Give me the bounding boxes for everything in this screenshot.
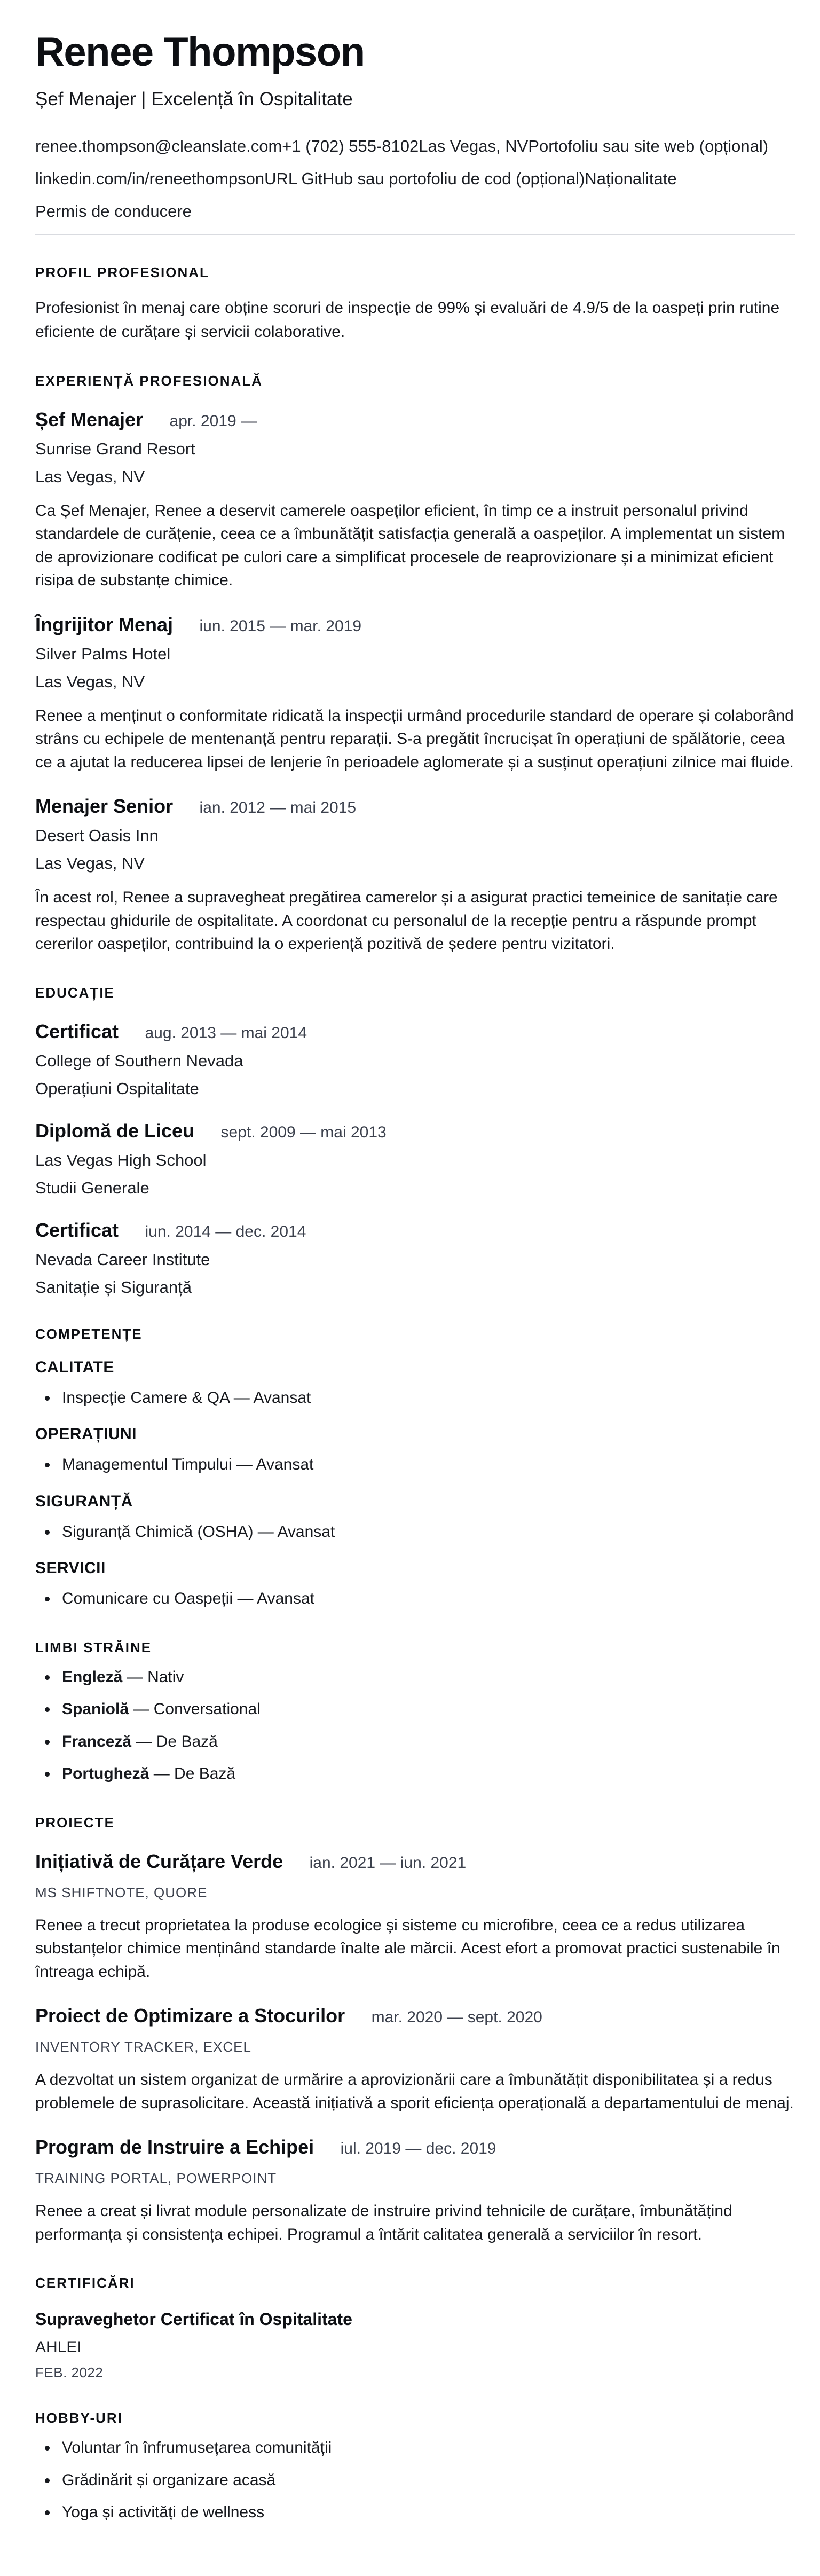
- candidate-name: Renee Thompson: [35, 29, 365, 75]
- job-title-row: [35, 409, 795, 431]
- certification-entry: [35, 2310, 795, 2381]
- projects-heading: PROIECTE: [35, 1814, 115, 1831]
- language-name: Franceză: [62, 1732, 132, 1750]
- contact-line-email-phone-location: renee.thompson@cleanslate.com+1 (702) 555-8102Las Vegas, NVPortofoliu sau site web (opțional): [35, 136, 769, 155]
- job-company: Silver Palms Hotel: [35, 644, 171, 663]
- certification-title: Supraveghetor Certificat în Ospitalitate: [35, 2310, 352, 2329]
- section-projects: [35, 1815, 795, 2247]
- hobby-item: • Voluntar în înfrumusețarea comunității: [58, 2436, 795, 2460]
- language-level: Conversational: [153, 1700, 261, 1718]
- education-title-row: [35, 1219, 795, 1242]
- skill-group-name: OPERAȚIUNI: [35, 1425, 137, 1443]
- job-title: Îngrijitor Menaj: [35, 613, 174, 635]
- education-dates: iun. 2014 — dec. 2014: [145, 1222, 306, 1240]
- project-title: Proiect de Optimizare a Stocurilor: [35, 2005, 345, 2027]
- hobbies-heading: HOBBY-URI: [35, 2410, 123, 2426]
- skills-heading: COMPETENȚE: [35, 1325, 143, 1342]
- job-title-row: [35, 614, 795, 636]
- education-field: Operațiuni Ospitalitate: [35, 1079, 199, 1098]
- job-description: În acest rol, Renee a supravegheat pregătirea camerelor și a asigurat practici temeinice de sanitație care respectau ghidurile de ospitalitate. A coordonat cu personalul de la recepție pentru a răspunde prompt cererilor oaspeților, contribuind la o experiență pozitivă de ședere pentru vizitatori.: [35, 889, 778, 953]
- section-education: [35, 985, 795, 1297]
- language-name: Portugheză: [62, 1765, 149, 1783]
- project-entry: [35, 2005, 795, 2115]
- education-dates: aug. 2013 — mai 2014: [145, 1024, 308, 1042]
- project-description: A dezvoltat un sistem organizat de urmărire a aprovizionării care a îmbunătățit disponibilitatea și a redus problemele de suprasolicitare. Această inițiativă a sporit eficiența operațională a departamentului de menaj.: [35, 2071, 794, 2112]
- education-school: Nevada Career Institute: [35, 1250, 210, 1269]
- language-separator: —: [136, 1732, 152, 1750]
- contact-line-driving-license: Permis de conducere: [35, 201, 192, 221]
- project-tools: TRAINING PORTAL, POWERPOINT: [35, 2170, 277, 2187]
- project-tools: INVENTORY TRACKER, EXCEL: [35, 2039, 251, 2055]
- job-dates: ian. 2012 — mai 2015: [199, 799, 357, 817]
- education-degree: Certificat: [35, 1219, 119, 1241]
- skill-item: • Comunicare cu Oaspeții — Avansat: [58, 1587, 795, 1611]
- project-description: Renee a trecut proprietatea la produse ecologice și sisteme cu microfibre, ceea ce a redus utilizarea substanțelor chimice menținând standarde înalte ale mărcii. Acest efort a promovat practici sustenabile în întreaga echipă.: [35, 1916, 780, 1981]
- language-level: De Bază: [156, 1732, 218, 1750]
- education-entry: [35, 1120, 795, 1198]
- section-certifications: [35, 2275, 795, 2381]
- skill-group-service: [35, 1559, 795, 1611]
- skill-list: [35, 1386, 795, 1410]
- education-school: College of Southern Nevada: [35, 1051, 243, 1070]
- section-experience: [35, 373, 795, 956]
- job-description: Renee a menținut o conformitate ridicată la inspecții urmând procedurile standard de operare și colaborând strâns cu echipele de mentenanță pentru reparații. S-a pregătit încrucișat în operațiuni de spălătorie, ceea ce a ajutat la reducerea lipsei de lenjerie în perioadele aglomerate și a susținut operațiuni zilnice mai fluide.: [35, 706, 794, 771]
- project-tools: MS SHIFTNOTE, QUORE: [35, 1884, 208, 1900]
- candidate-headline: Șef Menajer | Excelență în Ospitalitate: [35, 88, 353, 109]
- skill-list: [35, 1587, 795, 1611]
- skill-item: • Inspecție Camere & QA — Avansat: [58, 1386, 795, 1410]
- skill-group-name: SERVICII: [35, 1559, 106, 1577]
- project-entry: [35, 1850, 795, 1984]
- education-title-row: [35, 1120, 795, 1142]
- hobby-list: [35, 2436, 795, 2524]
- education-field: Sanitație și Siguranță: [35, 1277, 192, 1297]
- project-entry: [35, 2136, 795, 2246]
- project-dates: iul. 2019 — dec. 2019: [340, 2140, 496, 2158]
- language-separator: —: [153, 1765, 170, 1783]
- job-location: Las Vegas, NV: [35, 467, 145, 486]
- language-level: De Bază: [174, 1765, 236, 1783]
- skill-group-quality: [35, 1358, 795, 1410]
- job-dates: apr. 2019 —: [169, 412, 257, 430]
- certification-issuer: AHLEI: [35, 2338, 82, 2357]
- job-dates: iun. 2015 — mar. 2019: [199, 617, 361, 635]
- education-degree: Diplomă de Liceu: [35, 1119, 195, 1142]
- contact-block: [35, 137, 795, 221]
- education-degree: Certificat: [35, 1020, 119, 1042]
- skill-group-operations: [35, 1425, 795, 1477]
- languages-heading: LIMBI STRĂINE: [35, 1639, 152, 1655]
- project-title: Program de Instruire a Echipei: [35, 2136, 314, 2158]
- education-dates: sept. 2009 — mai 2013: [220, 1123, 387, 1141]
- language-name: Spaniolă: [62, 1700, 129, 1718]
- profile-text: Profesionist în menaj care obține scoruri de inspecție de 99% și evaluări de 4.9/5 de la oaspeți prin rutine eficiente de curățare și servicii colaborative.: [35, 299, 780, 341]
- language-item: [58, 1666, 795, 1689]
- project-dates: mar. 2020 — sept. 2020: [371, 2008, 542, 2027]
- job-title: Șef Menajer: [35, 408, 144, 430]
- job-company: Desert Oasis Inn: [35, 826, 159, 845]
- profile-heading: PROFIL PROFESIONAL: [35, 264, 209, 280]
- language-separator: —: [127, 1668, 143, 1686]
- language-level: Nativ: [147, 1668, 184, 1686]
- resume-header: [35, 31, 795, 235]
- project-title-row: [35, 2005, 795, 2027]
- skill-item: • Siguranță Chimică (OSHA) — Avansat: [58, 1520, 795, 1544]
- section-skills: [35, 1326, 795, 1611]
- education-entry: [35, 1219, 795, 1297]
- language-list: [35, 1666, 795, 1786]
- experience-heading: EXPERIENȚĂ PROFESIONALĂ: [35, 372, 263, 389]
- project-dates: ian. 2021 — iun. 2021: [309, 1854, 467, 1872]
- language-separator: —: [133, 1700, 149, 1718]
- job-entry: [35, 795, 795, 956]
- project-title: Inițiativă de Curățare Verde: [35, 1850, 283, 1872]
- skill-group-safety: [35, 1493, 795, 1544]
- section-languages: [35, 1639, 795, 1786]
- project-title-row: [35, 1850, 795, 1873]
- skill-group-name: CALITATE: [35, 1358, 114, 1376]
- education-school: Las Vegas High School: [35, 1150, 207, 1169]
- job-description: Ca Șef Menajer, Renee a deservit camerele oaspeților eficient, în timp ce a instruit personalul privind standardele de curățenie, ceea ce a îmbunătățit satisfacția generală a oaspeților. A implementat un sistem de aprovizionare codificat pe culori care a simplificat procesele de reaprovizionare și a minimizat eficient risipa de substanțe chimice.: [35, 501, 785, 590]
- job-entry: [35, 614, 795, 774]
- job-title: Menajer Senior: [35, 795, 174, 818]
- hobby-item: • Yoga și activități de wellness: [58, 2501, 795, 2524]
- job-location: Las Vegas, NV: [35, 672, 145, 691]
- language-item: [58, 1762, 795, 1786]
- language-name: Engleză: [62, 1668, 123, 1686]
- certification-date: FEB. 2022: [35, 2365, 104, 2381]
- education-entry: [35, 1020, 795, 1098]
- job-title-row: [35, 795, 795, 818]
- language-item: [58, 1730, 795, 1754]
- hobby-item: • Grădinărit și organizare acasă: [58, 2469, 795, 2492]
- contact-line-linkedin-github-nationality: linkedin.com/in/reneethompsonURL GitHub sau portofoliu de cod (opțional)Naționalitate: [35, 169, 677, 188]
- job-entry: [35, 409, 795, 592]
- section-hobbies: [35, 2410, 795, 2524]
- section-profile: [35, 264, 795, 344]
- header-divider: [35, 234, 795, 235]
- project-title-row: [35, 2136, 795, 2158]
- education-heading: EDUCAȚIE: [35, 984, 115, 1001]
- skill-group-name: SIGURANȚĂ: [35, 1492, 133, 1510]
- certifications-heading: CERTIFICĂRI: [35, 2275, 135, 2291]
- language-item: [58, 1698, 795, 1721]
- project-description: Renee a creat și livrat module personalizate de instruire privind tehnicile de curățare, îmbunătățind performanța și consistența echipei. Programul a întărit calitatea generală a serviciilor în resort.: [35, 2202, 732, 2243]
- education-field: Studii Generale: [35, 1178, 149, 1197]
- skill-list: [35, 1520, 795, 1544]
- skill-item: • Managementul Timpului — Avansat: [58, 1453, 795, 1477]
- education-title-row: [35, 1020, 795, 1043]
- skill-list: [35, 1453, 795, 1477]
- job-location: Las Vegas, NV: [35, 854, 145, 873]
- job-company: Sunrise Grand Resort: [35, 439, 195, 458]
